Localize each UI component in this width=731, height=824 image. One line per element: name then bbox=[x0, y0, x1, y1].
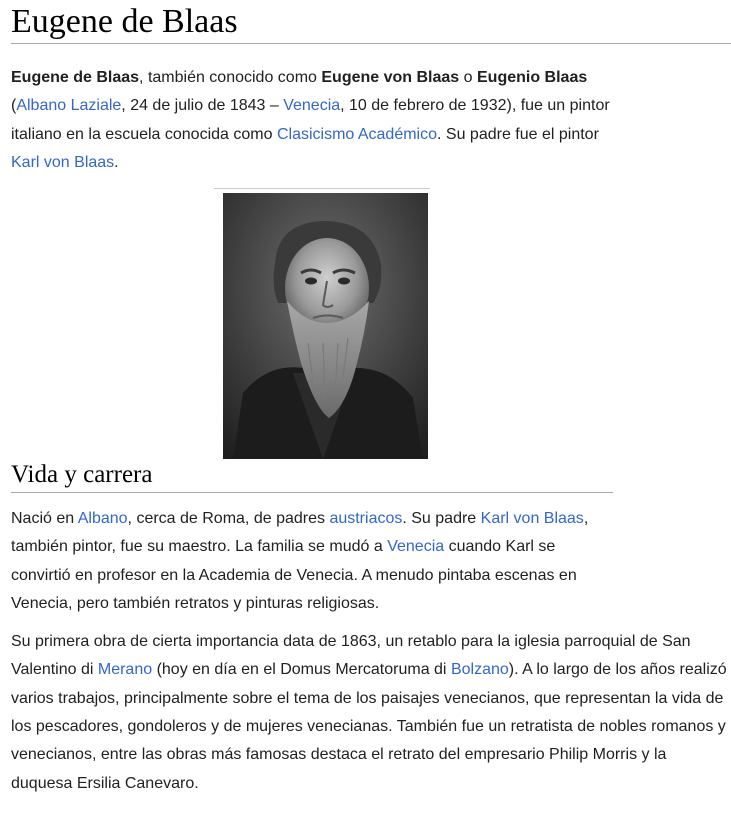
intro-text-1: , también conocido como bbox=[139, 69, 322, 86]
link-albano[interactable]: Albano bbox=[77, 510, 128, 527]
paragraph-2 bbox=[11, 628, 727, 798]
p2-text-3: ). A lo largo de los años realizó varios trabajos, principalmente sobre el tema de los paisajes venecianos, que representan la vida de los pescadores, gondoleros y de mujeres venecianas. También fue un retratista de nobles romanos y venecianos, entre las obras más famosas destaca el retrato del empresario Philip Morris y la duquesa Ersilia Canevaro. bbox=[11, 661, 727, 792]
intro-text-6: . Su padre fue el pintor bbox=[437, 125, 599, 143]
page-title: Eugene de Blaas bbox=[11, 3, 731, 44]
link-karl-von-blaas[interactable]: Karl von Blaas bbox=[11, 153, 115, 171]
p1-text-4: , también pintor, fue su maestro. La familia se mudó a bbox=[11, 510, 589, 556]
portrait-image[interactable] bbox=[223, 193, 428, 459]
section-body bbox=[11, 505, 731, 798]
p1-text-1: Nació en bbox=[11, 510, 78, 527]
intro-text-3: ( bbox=[11, 97, 17, 115]
alt-name-2: Eugenio Blaas bbox=[477, 69, 588, 86]
intro-paragraph bbox=[11, 64, 621, 177]
paragraph-1 bbox=[11, 505, 616, 618]
alt-name-1: Eugene von Blaas bbox=[321, 69, 460, 86]
p1-text-2: , cerca de Roma, de padres bbox=[127, 510, 330, 527]
article bbox=[11, 0, 731, 792]
link-merano[interactable]: Merano bbox=[97, 661, 153, 679]
intro-text-2: o bbox=[459, 69, 477, 86]
link-venecia[interactable]: Venecia bbox=[283, 97, 341, 115]
subject-name: Eugene de Blaas bbox=[11, 69, 140, 86]
p1-text-5: cuando Karl se convirtió en profesor en la Academia de Venecia. A menudo pintaba escenas en Venecia, pero también retratos y pinturas religiosas. bbox=[11, 538, 577, 612]
section-heading-vida-y-carrera: Vida y carrera bbox=[11, 459, 613, 493]
intro-text-7: . bbox=[114, 153, 119, 171]
p1-text-3: . Su padre bbox=[402, 510, 481, 527]
link-clasicismo-academico[interactable]: Clasicismo Académico bbox=[276, 125, 438, 143]
p2-text-1: Su primera obra de cierta importancia data de 1863, un retablo para la iglesia parroquial de San Valentino di bbox=[11, 633, 691, 679]
intro-text-5: , 10 de febrero de 1932), fue un pintor italiano en la escuela conocida como bbox=[11, 97, 610, 143]
portrait-figure bbox=[214, 188, 430, 461]
link-albano-laziale[interactable]: Albano Laziale bbox=[16, 97, 122, 115]
intro-text-4: , 24 de julio de 1843 – bbox=[121, 97, 284, 115]
link-austriacos[interactable]: austriacos bbox=[329, 510, 403, 527]
link-bolzano[interactable]: Bolzano bbox=[450, 661, 509, 679]
link-karl-von-blaas-2[interactable]: Karl von Blaas bbox=[480, 510, 584, 527]
p2-text-2: (hoy en día en el Domus Mercatoruma di bbox=[152, 661, 451, 679]
link-venecia-2[interactable]: Venecia bbox=[387, 538, 445, 556]
